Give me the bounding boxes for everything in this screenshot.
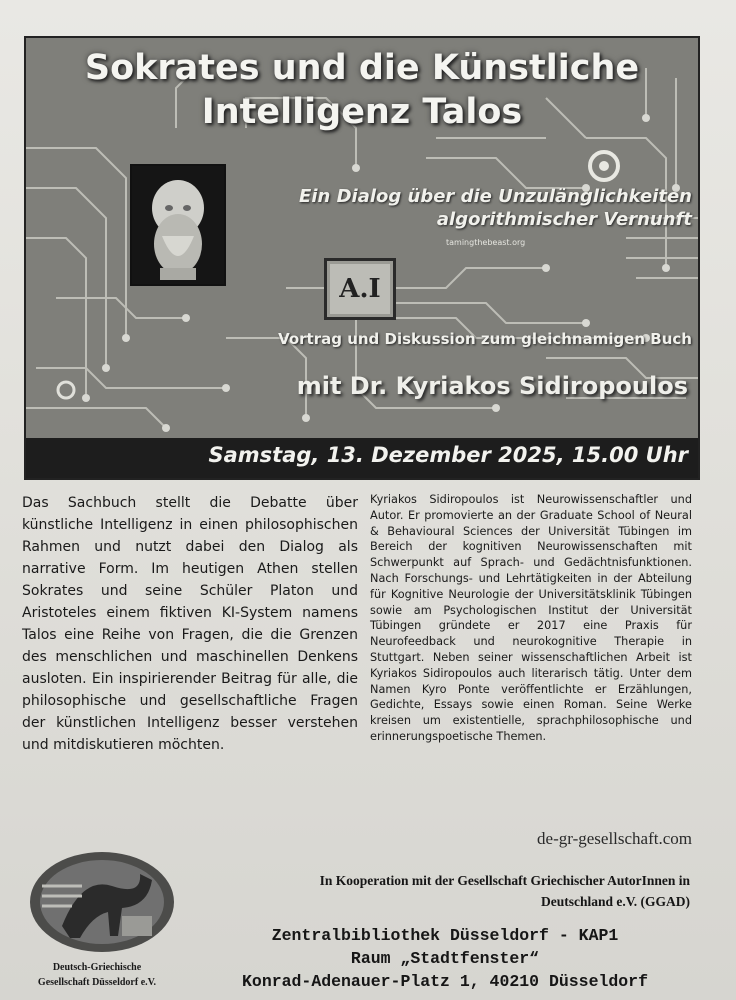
event-subtitle-line-1: Ein Dialog über die Unzulänglichkeiten bbox=[299, 186, 692, 207]
date-bar bbox=[26, 438, 698, 478]
event-date: Samstag, 13. Dezember 2025, 15.00 Uhr bbox=[208, 443, 688, 467]
cooperation-note bbox=[236, 870, 690, 912]
author-bio: Kyriakos Sidiropoulos ist Neurowissenschaftler und Autor. Er promovierte an der Graduate School of Neural & Behavioural Sciences der Universität Tübingen im Bereich der kognitiven Neurowissenschaften mit Schwerpunkt auf Sprach- und Gedächtnisfunktionen. Nach Forschungs- und Lehrtätigkeiten in der Abteilung für Kognitive Neurologie der Universitätsklinik Tübingen sowie am Psychologischen Institut der Universität Tübingen gründete er 2017 eine Praxis für Neurofeedback und neurokognitive Therapie in Stuttgart. Neben seiner wissenschaftlichen Arbeit ist Kyriakos Sidiropoulos auch literarisch tätig. Unter dem Namen Kyro Ponte veröffentlichte er Erzählungen, Gedichte, Essays sowie einen Roman. Seine Werke kreisen um existentielle, sprachphilosophische und erinnerungspoetische Themen. bbox=[370, 493, 692, 743]
event-subtitle bbox=[222, 185, 692, 231]
cooperation-line-1: In Kooperation mit der Gesellschaft Griechischer AutorInnen in bbox=[319, 873, 690, 888]
event-title bbox=[26, 46, 698, 134]
logo-caption-line-2: Gesellschaft Düsseldorf e.V. bbox=[37, 977, 157, 988]
society-logo-caption bbox=[14, 960, 180, 990]
website-link[interactable]: de-gr-gesellschaft.com bbox=[537, 829, 692, 848]
book-description: Das Sachbuch stellt die Debatte über künstliche Intelligenz in einen philosophischen Rahmen und nutzt dabei den Dialog als narrative Form. Im heutigen Athen stellen Sokrates und seine Schüler Platon und Aristoteles einem fiktiven KI-System namens Talos eine Reihe von Fragen, die die Grenzen des menschlichen und maschinellen Denkens ausloten. Ein inspirierender Beitrag für alle, die philosophische und gesellschaftliche Fragen der künstlichen Intelligenz besser verstehen und mitdiskutieren möchten. bbox=[22, 495, 358, 753]
socrates-bust-image bbox=[130, 164, 226, 286]
lecture-line: Vortrag und Diskussion zum gleichnamigen Buch bbox=[278, 330, 692, 348]
event-subtitle-line-2: algorithmischer Vernunft bbox=[436, 209, 692, 230]
cooperation-line-2: Deutschland e.V. (GGAD) bbox=[540, 894, 690, 909]
ai-chip-label: A.I bbox=[339, 274, 381, 304]
ai-chip-graphic bbox=[324, 258, 396, 320]
society-logo bbox=[22, 846, 178, 956]
venue-line-1: Zentralbibliothek Düsseldorf - KAP1 bbox=[271, 926, 619, 945]
image-credit: tamingthebeast.org bbox=[446, 238, 526, 247]
venue-line-2: Raum „Stadtfenster“ bbox=[350, 949, 540, 968]
venue-address bbox=[180, 924, 710, 993]
speaker-line: mit Dr. Kyriakos Sidiropoulos bbox=[296, 372, 688, 400]
logo-caption-line-1: Deutsch-Griechische bbox=[52, 962, 142, 973]
event-banner bbox=[24, 36, 700, 480]
venue-line-3: Konrad-Adenauer-Platz 1, 40210 Düsseldorf bbox=[242, 972, 648, 991]
event-title-line-1: Sokrates und die Künstliche bbox=[84, 48, 640, 88]
event-title-line-2: Intelligenz Talos bbox=[201, 92, 523, 132]
